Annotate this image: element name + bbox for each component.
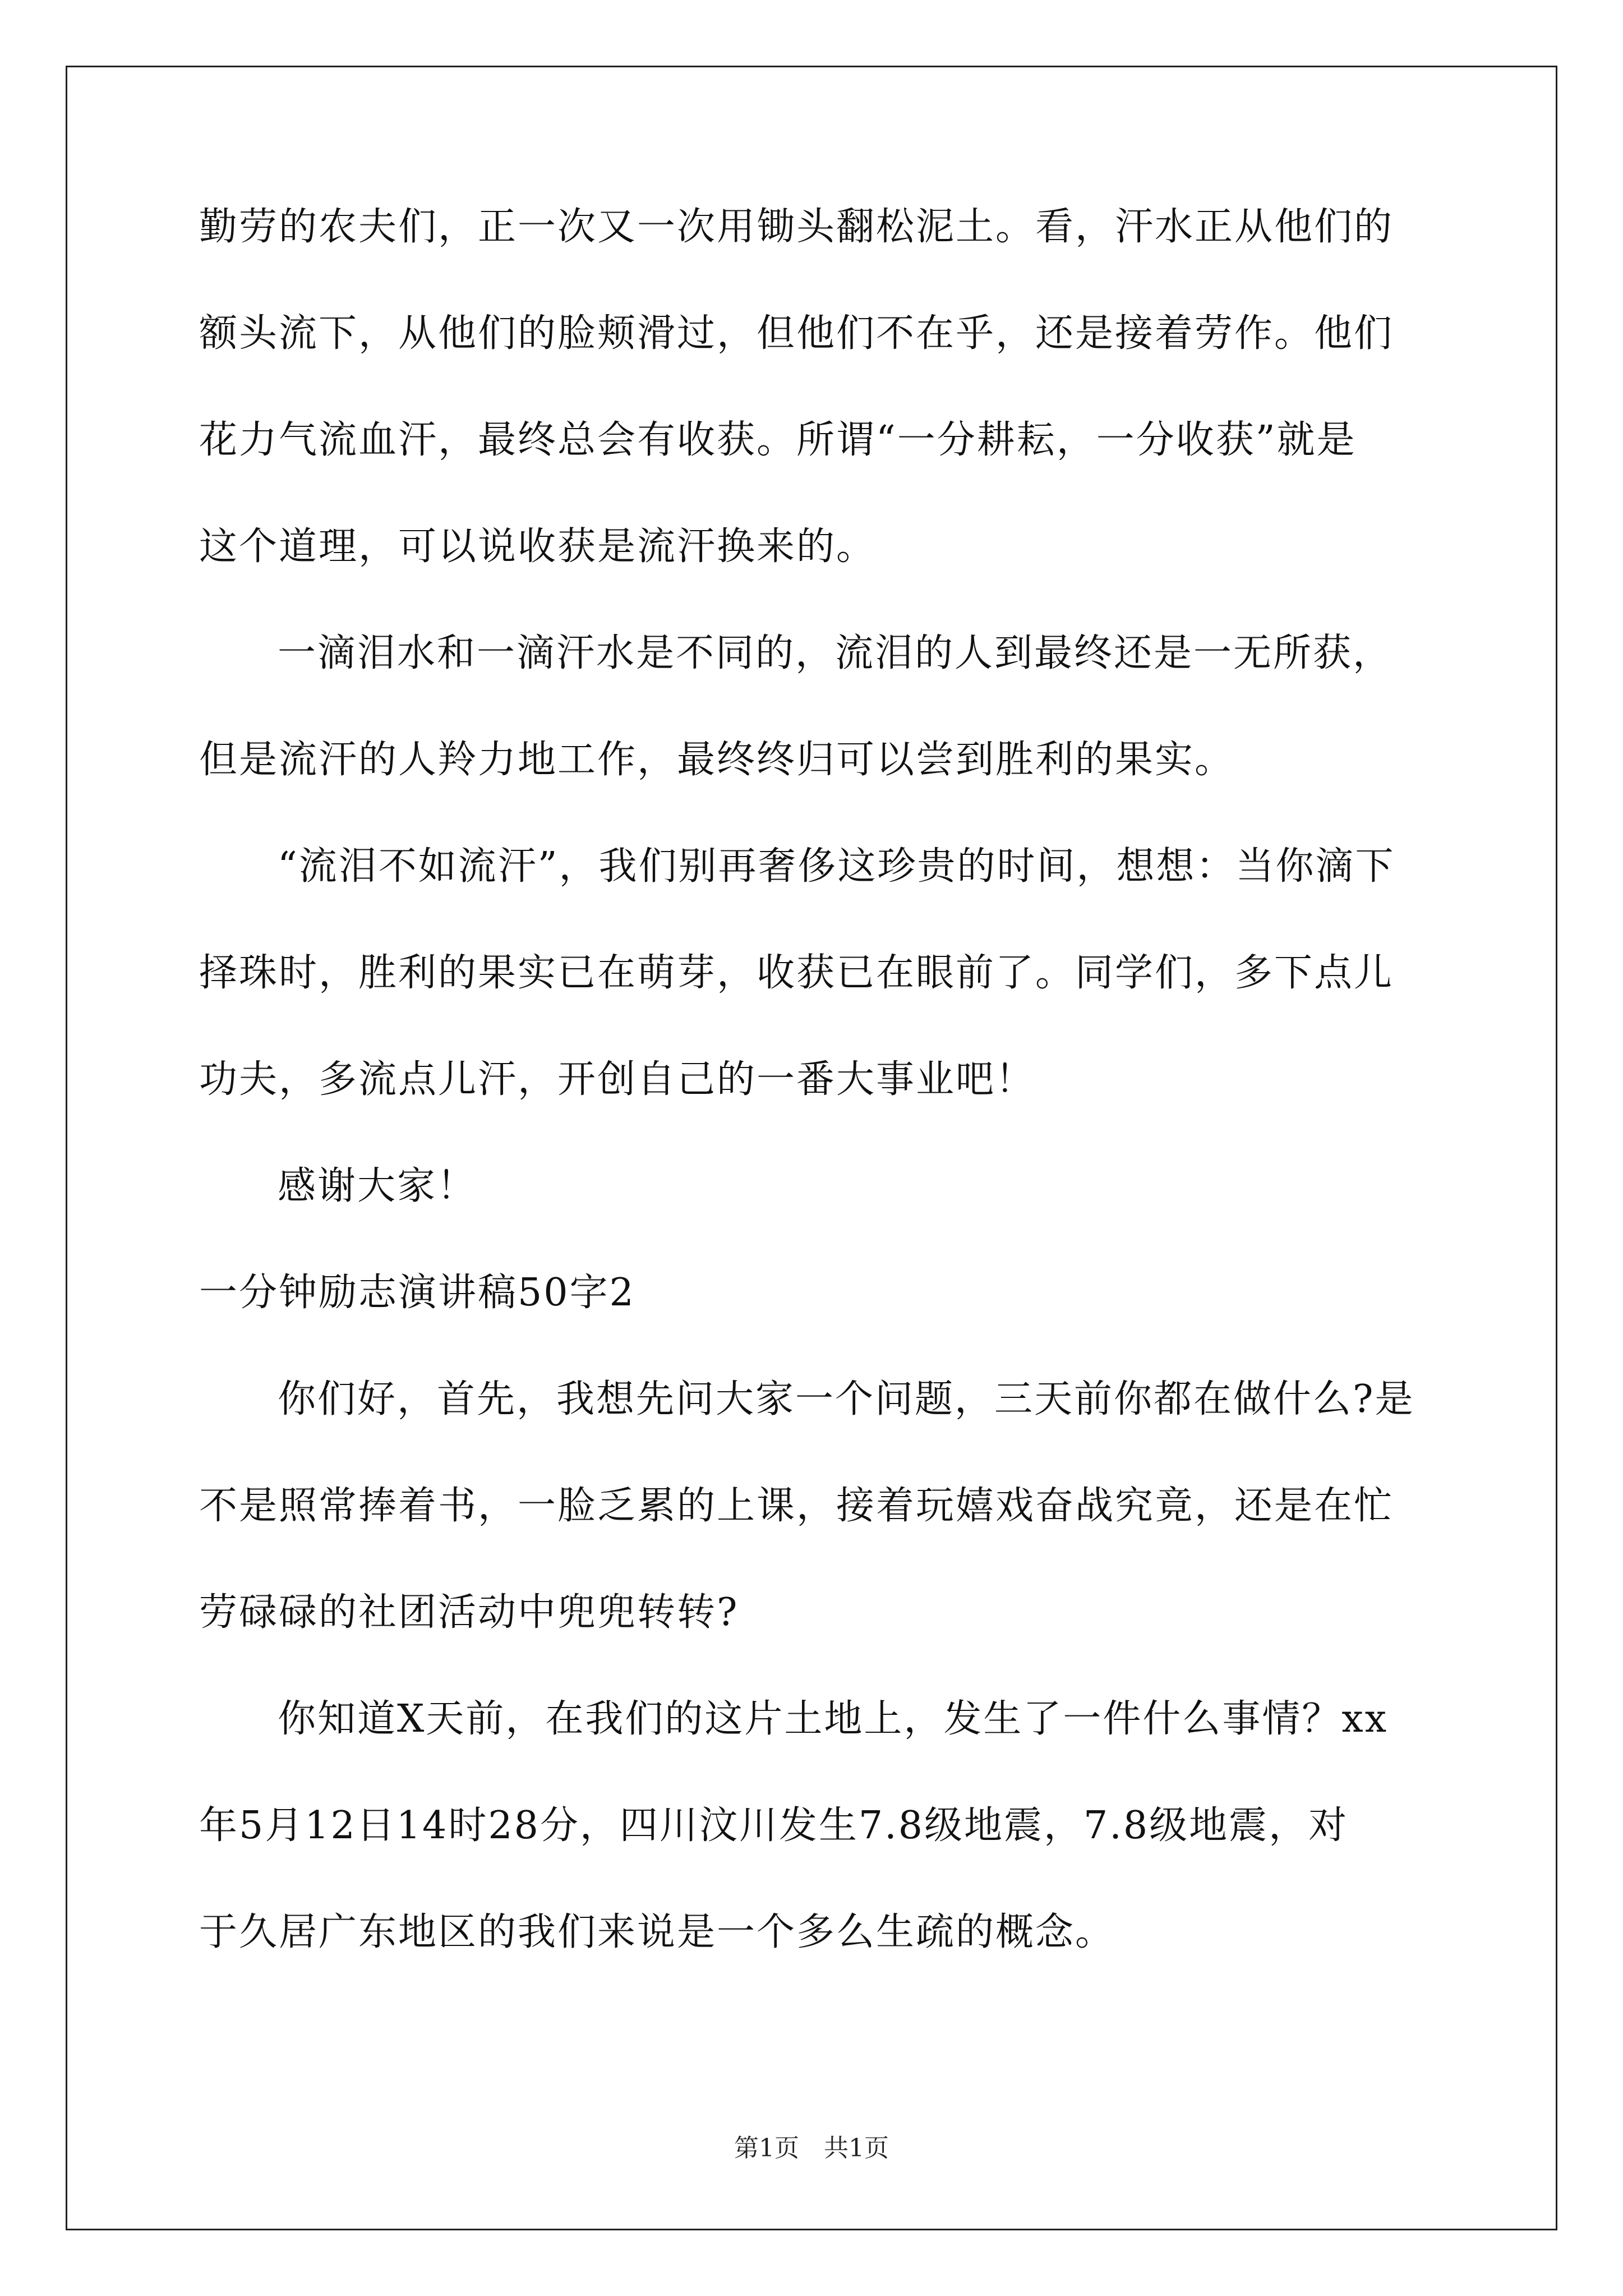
body-text-line: 劳碌碌的社团活动中兜兜转转? (199, 1590, 739, 1635)
body-text-line: 这个道理，可以说收获是流汗换来的。 (199, 524, 877, 569)
body-text-line: 择珠时，胜利的果实已在萌芽，收获已在眼前了。同学们，多下点儿 (199, 951, 1394, 995)
page-border (66, 66, 1557, 2230)
body-text-line: 但是流汗的人羚力地工作，最终终归可以尝到胜利的果实。 (199, 738, 1235, 782)
body-text-line: 不是照常捧着书，一脸乏累的上课，接着玩嬉戏奋战究竟，还是在忙 (199, 1484, 1394, 1528)
closing-line: 感谢大家！ (278, 1164, 477, 1208)
body-text-line: 年5月12日14时28分，四川汶川发生7.8级地震，7.8级地震，对 (199, 1803, 1349, 1848)
body-text-line: 花力气流血汗，最终总会有收获。所谓“一分耕耘，一分收获”就是 (199, 418, 1357, 462)
body-text-line: 额头流下，从他们的脸颊滑过，但他们不在乎，还是接着劳作。他们 (199, 311, 1394, 356)
page-number-footer: 第1页 共1页 (734, 2134, 889, 2162)
body-text-line: 功夫，多流点儿汗，开创自己的一番大事业吧！ (199, 1057, 1036, 1102)
body-text-line: 于久居广东地区的我们来说是一个多么生疏的概念。 (199, 1910, 1115, 1954)
body-text-line: 你知道X天前，在我们的这片土地上，发生了一件什么事情？xx (278, 1697, 1389, 1741)
body-text-line: “流泪不如流汗”，我们别再奢侈这珍贵的时间，想想：当你滴下 (278, 844, 1395, 889)
section-heading: 一分钟励志演讲稿50字2 (199, 1271, 635, 1315)
body-text-line: 勤劳的农夫们，正一次又一次用锄头翻松泥土。看，汗水正从他们的 (199, 205, 1394, 249)
body-text-line: 你们好，首先，我想先问大家一个问题，三天前你都在做什么?是 (278, 1377, 1415, 1421)
body-text-line: 一滴泪水和一滴汗水是不同的，流泪的人到最终还是一无所获， (278, 631, 1393, 675)
